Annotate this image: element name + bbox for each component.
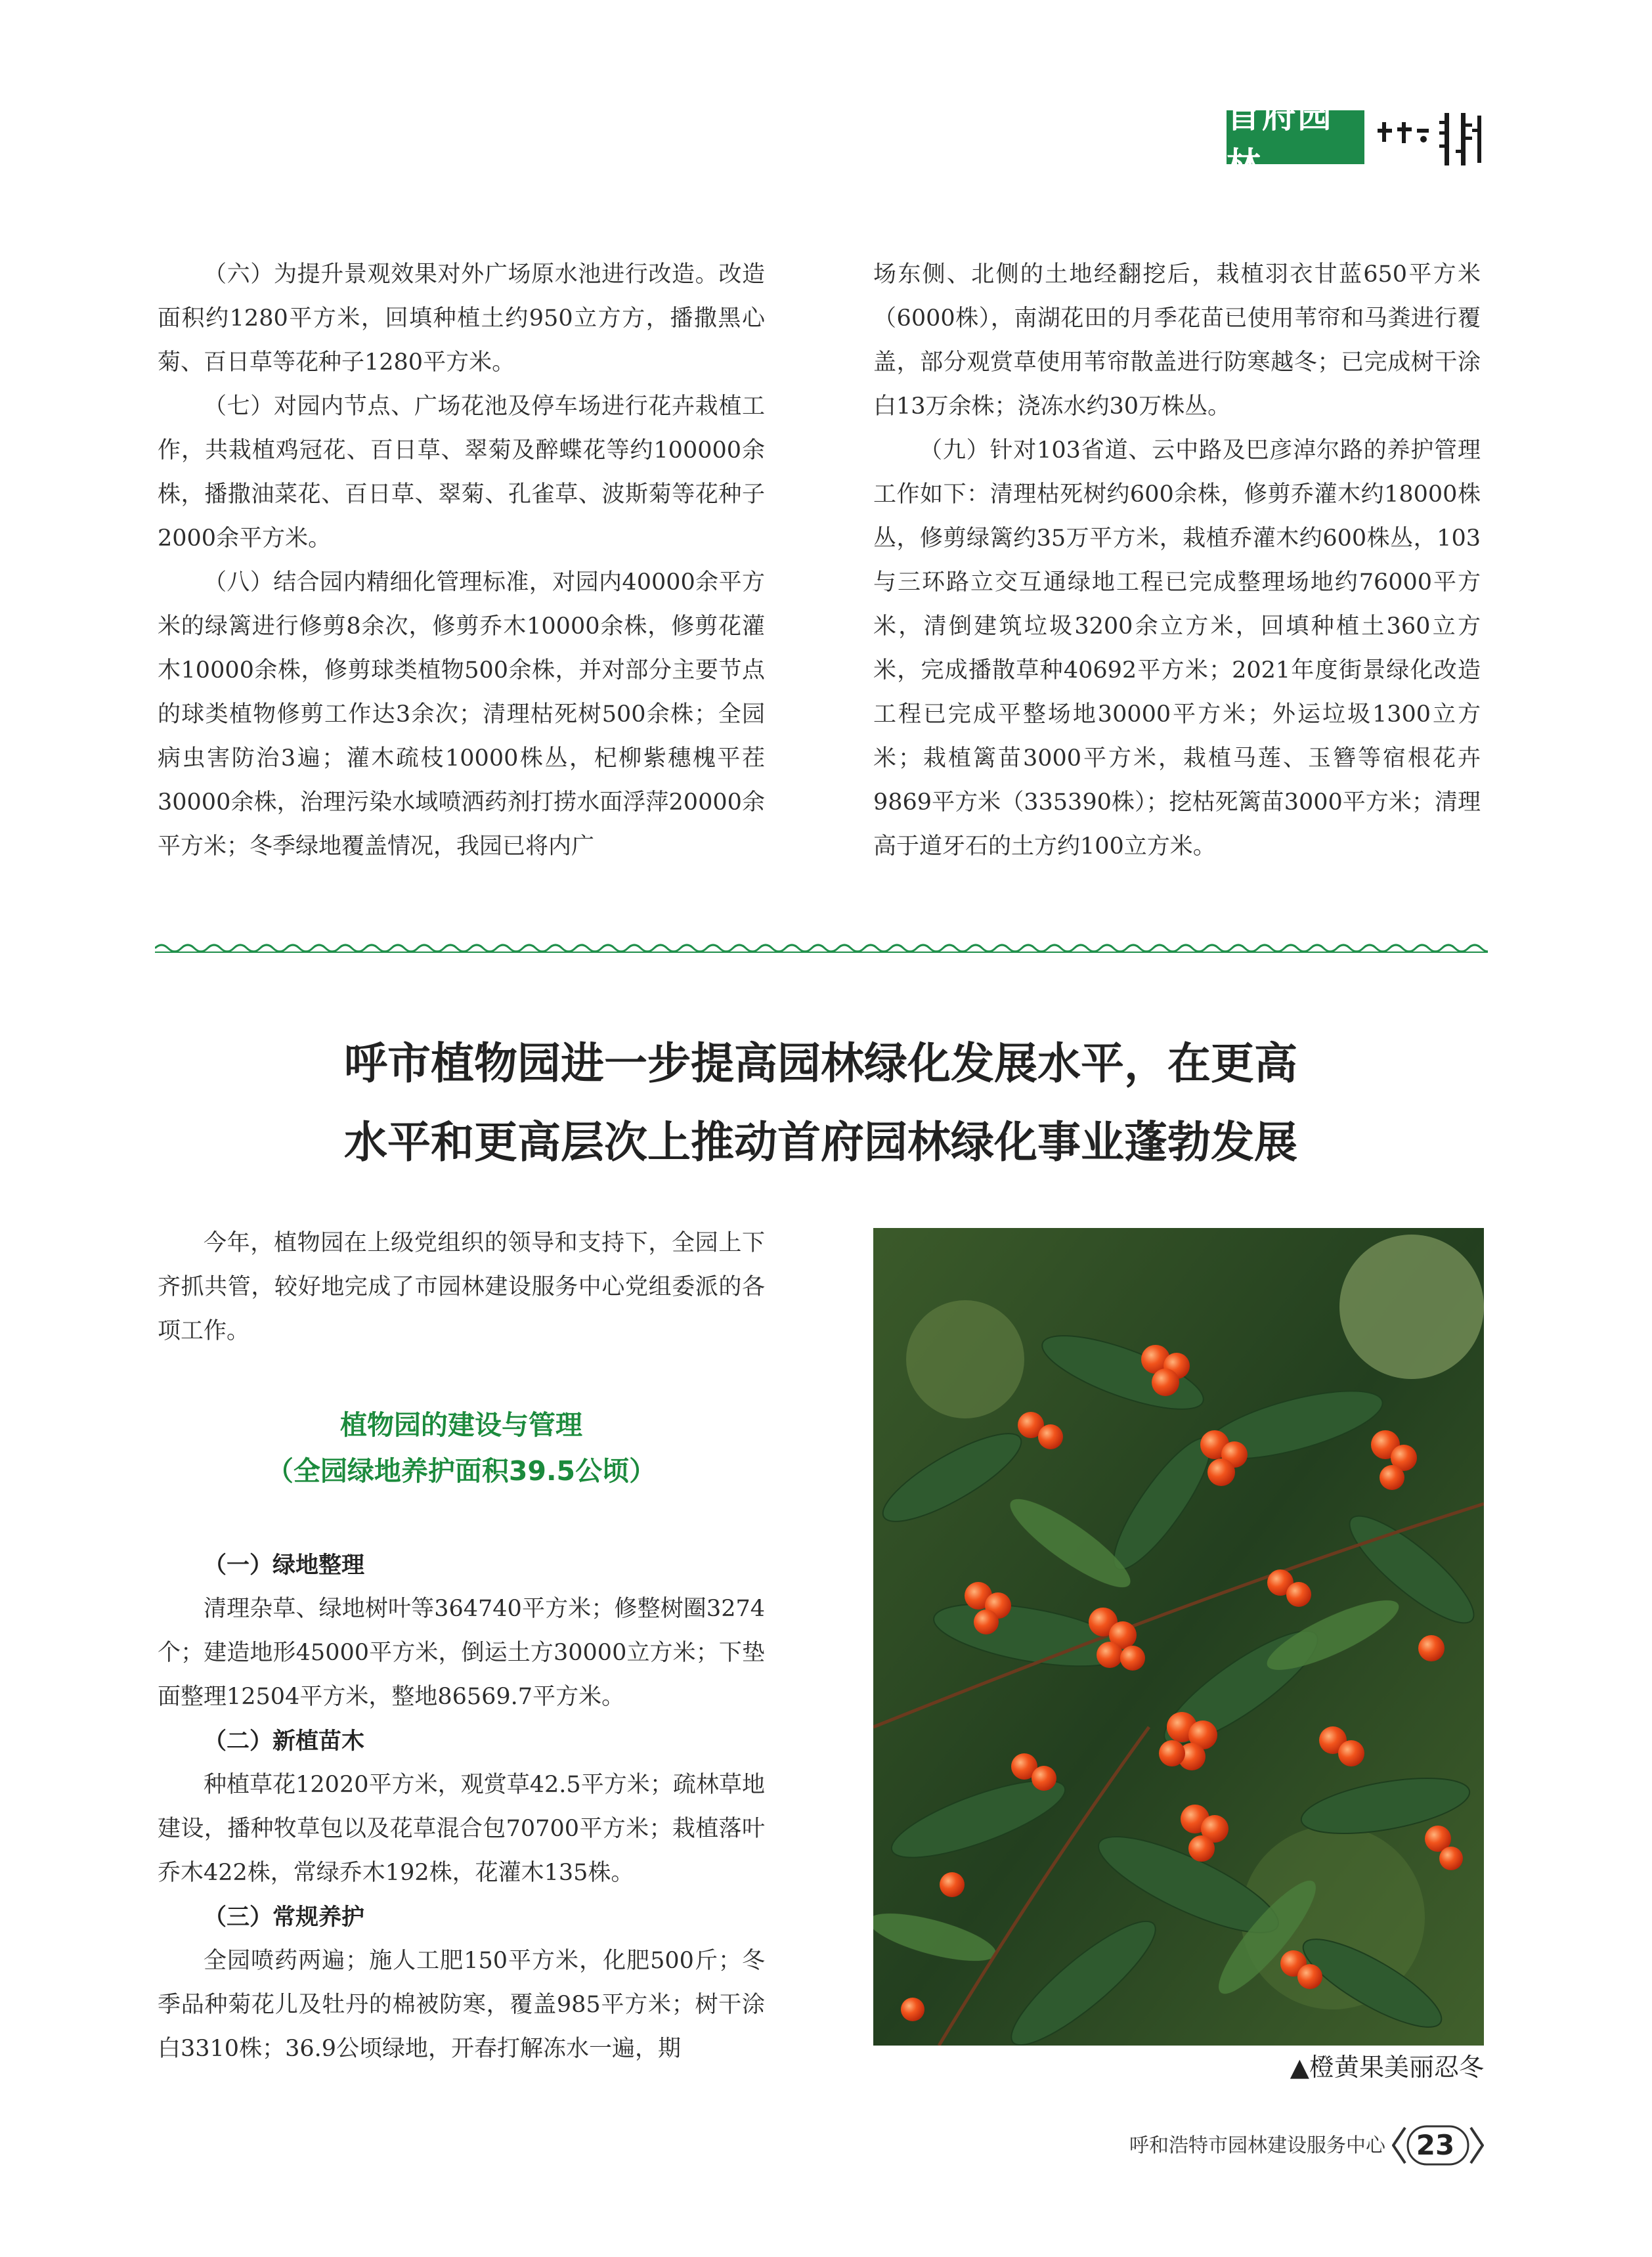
subsection-text-1: 清理杂草、绿地树叶等364740平方米；修整树圈3274个；建造地形45000平方米，倒运土方30000立方米；下垫面整理12504平方米，整地86569.7平方米。 (158, 1596, 765, 1710)
subsection-text-2: 种植草花12020平方米，观赏草42.5平方米；疏林草地建设，播种牧草包以及花草混合包70700平方米；栽植落叶乔木422株，常绿乔木192株，花灌木135株。 (158, 1772, 765, 1886)
paragraph-nine: （九）针对103省道、云中路及巴彦淖尔路的养护管理工作如下：清理枯死树约600余株，修剪乔灌木约18000株丛，修剪绿篱约35万平方米，栽植乔灌木约600株丛，103与三环路立交互通绿地工程已完成整理场地约76000平方米，清倒建筑垃圾3200余立方米，回填种植土360立方米，完成播散草种40692平方米；2021年度街景绿化改造工程已完成平整场地30000平方米；外运垃圾1300立方米；栽植篱苗3000平方米，栽植马莲、玉簪等宿根花卉9869平方米（335390株）；挖枯死篱苗3000平方米；清理高于道牙石的土方约100立方米。 (873, 437, 1481, 860)
section-heading-line-1: 植物园的建设与管理 (340, 1409, 582, 1441)
subsection-title-2: （二）新植苗木 (204, 1728, 365, 1755)
title-line-2: 水平和更高层次上推动首府园林绿化事业蓬勃发展 (344, 1117, 1297, 1168)
intro-column (158, 1221, 765, 1353)
top-right-column (873, 253, 1481, 869)
mongolian-script-logo (1372, 109, 1487, 168)
magazine-badge: 首府园林 (1227, 110, 1364, 164)
title-line-1: 呼市植物园进一步提高园林绿化发展水平，在更高 (344, 1038, 1297, 1089)
section-heading-line-2: （全园绿地养护面积39.5公顷） (266, 1455, 657, 1487)
photo-caption: ▲橙黄果美丽忍冬 (1290, 2053, 1484, 2082)
intro-paragraph: 今年，植物园在上级党组织的领导和支持下，全园上下齐抓共管，较好地完成了市园林建设服务中心党组委派的各项工作。 (158, 1230, 765, 1344)
subsection-text-3: 全园喷药两遍；施人工肥150平方米，化肥500斤；冬季品种菊花儿及牡丹的棉被防寒，覆盖985平方米；树干涂白3310株；36.9公顷绿地，开春打解冻水一遍，期 (158, 1948, 765, 2062)
paragraph-seven: （七）对园内节点、广场花池及停车场进行花卉栽植工作，共栽植鸡冠花、百日草、翠菊及醉蝶花等约100000余株，播撒油菜花、百日草、翠菊、孔雀草、波斯菊等花种子2000余平方米。 (158, 393, 765, 552)
subsection-title-3: （三）常规养护 (204, 1904, 365, 1931)
section-heading (158, 1402, 765, 1494)
wave-divider (155, 940, 1488, 956)
berry-shrub-photo (873, 1228, 1484, 2046)
paragraph-eight-continued: 场东侧、北侧的土地经翻挖后，栽植羽衣甘蓝650平方米（6000株），南湖花田的月季花苗已使用苇帘和马粪进行覆盖，部分观赏草使用苇帘散盖进行防寒越冬；已完成树干涂白13万余株；浇冻水约30万株丛。 (873, 261, 1481, 420)
footer-organization: 呼和浩特市园林建设服务中心 (1129, 2134, 1385, 2157)
bottom-left-column (158, 1543, 765, 2071)
paragraph-six: （六）为提升景观效果对外广场原水池进行改造。改造面积约1280平方米，回填种植土约950立方方，播撒黑心菊、百日草等花种子1280平方米。 (158, 261, 765, 376)
article-title (158, 1024, 1484, 1182)
page-number: 23 (1416, 2129, 1455, 2161)
subsection-title-1: （一）绿地整理 (204, 1552, 365, 1579)
paragraph-eight: （八）结合园内精细化管理标准，对园内40000余平方米的绿篱进行修剪8余次，修剪乔木10000余株，修剪花灌木10000余株，修剪球类植物500余株，并对部分主要节点的球类植物修剪工作达3余次；清理枯死树500余株；全园病虫害防治3遍；灌木疏枝10000株丛，杞柳紫穗槐平茬30000余株，治理污染水域喷洒药剂打捞水面浮萍20000余平方米；冬季绿地覆盖情况，我园已将内广 (158, 569, 765, 860)
top-left-column (158, 253, 765, 869)
